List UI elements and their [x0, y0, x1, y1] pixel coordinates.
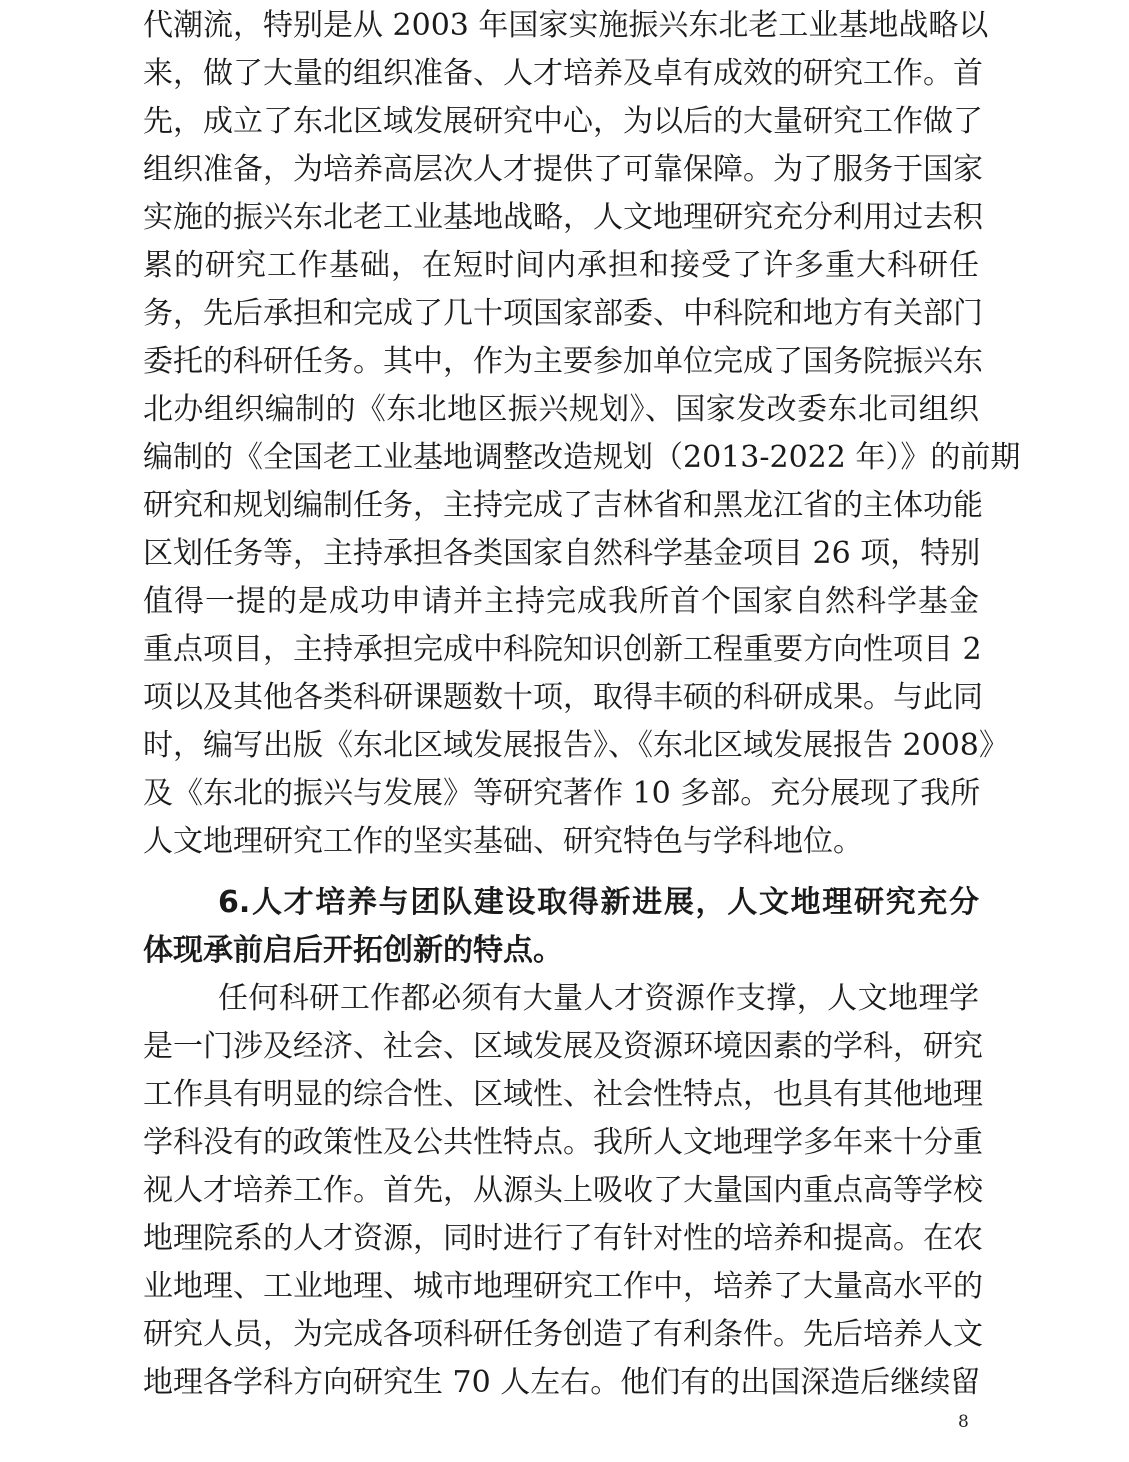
text-line: 时，编写出版《东北区域发展报告》、《东北区域发展报告 2008》: [143, 728, 1009, 763]
page-number: 8: [958, 1412, 969, 1432]
text-line: 项以及其他各类科研课题数十项，取得丰硕的科研成果。与此同: [143, 680, 983, 715]
text-line: 重点项目，主持承担完成中科院知识创新工程重要方向性项目 2: [143, 632, 982, 667]
text-line: 学科没有的政策性及公共性特点。我所人文地理学多年来十分重: [143, 1125, 983, 1160]
text-line: 地理各学科方向研究生 70 人左右。他们有的出国深造后继续留: [143, 1365, 981, 1400]
text-line: 是一门涉及经济、社会、区域发展及资源环境因素的学科，研究: [143, 1029, 983, 1064]
text-line: 及《东北的振兴与发展》等研究著作 10 多部。充分展现了我所: [143, 776, 981, 811]
text-line: 工作具有明显的综合性、区域性、社会性特点，也具有其他地理: [143, 1077, 983, 1112]
text-line: 研究和规划编制任务，主持完成了吉林省和黑龙江省的主体功能: [143, 488, 983, 523]
text-line: 研究人员，为完成各项科研任务创造了有利条件。先后培养人文: [143, 1317, 983, 1352]
text-line: 实施的振兴东北老工业基地战略，人文地理研究充分利用过去积: [143, 200, 983, 235]
body-paragraph-2: [143, 975, 983, 1407]
heading-line: 体现承前启后开拓创新的特点。: [143, 933, 563, 968]
text-line: 视人才培养工作。首先，从源头上吸收了大量国内重点高等学校: [143, 1173, 983, 1208]
text-line: 委托的科研任务。其中，作为主要参加单位完成了国务院振兴东: [143, 344, 983, 379]
text-line: 累的研究工作基础，在短时间内承担和接受了许多重大科研任: [143, 248, 979, 283]
text-line: 区划任务等，主持承担各类国家自然科学基金项目 26 项，特别: [143, 536, 981, 571]
text-line: 来，做了大量的组织准备、人才培养及卓有成效的研究工作。首: [143, 56, 983, 91]
section-heading-6: [143, 879, 979, 975]
text-line: 人文地理研究工作的坚实基础、研究特色与学科地位。: [143, 824, 863, 859]
text-line: 务，先后承担和完成了几十项国家部委、中科院和地方有关部门: [143, 296, 983, 331]
text-line: 组织准备，为培养高层次人才提供了可靠保障。为了服务于国家: [143, 152, 983, 187]
text-line: 北办组织编制的《东北地区振兴规划》、国家发改委东北司组织: [143, 392, 979, 427]
text-line: 值得一提的是成功申请并主持完成我所首个国家自然科学基金: [143, 584, 979, 619]
text-line: 先，成立了东北区域发展研究中心，为以后的大量研究工作做了: [143, 104, 983, 139]
heading-line: 6.人才培养与团队建设取得新进展，人文地理研究充分: [218, 885, 979, 920]
text-line: 任何科研工作都必须有大量人才资源作支撑，人文地理学: [218, 981, 979, 1016]
text-line: 代潮流，特别是从 2003 年国家实施振兴东北老工业基地战略以: [143, 8, 989, 43]
body-paragraph-1: [143, 2, 1021, 866]
text-line: 业地理、工业地理、城市地理研究工作中，培养了大量高水平的: [143, 1269, 983, 1304]
text-line: 编制的《全国老工业基地调整改造规划（2013-2022 年）》的前期: [143, 440, 1021, 475]
text-line: 地理院系的人才资源，同时进行了有针对性的培养和提高。在农: [143, 1221, 983, 1256]
